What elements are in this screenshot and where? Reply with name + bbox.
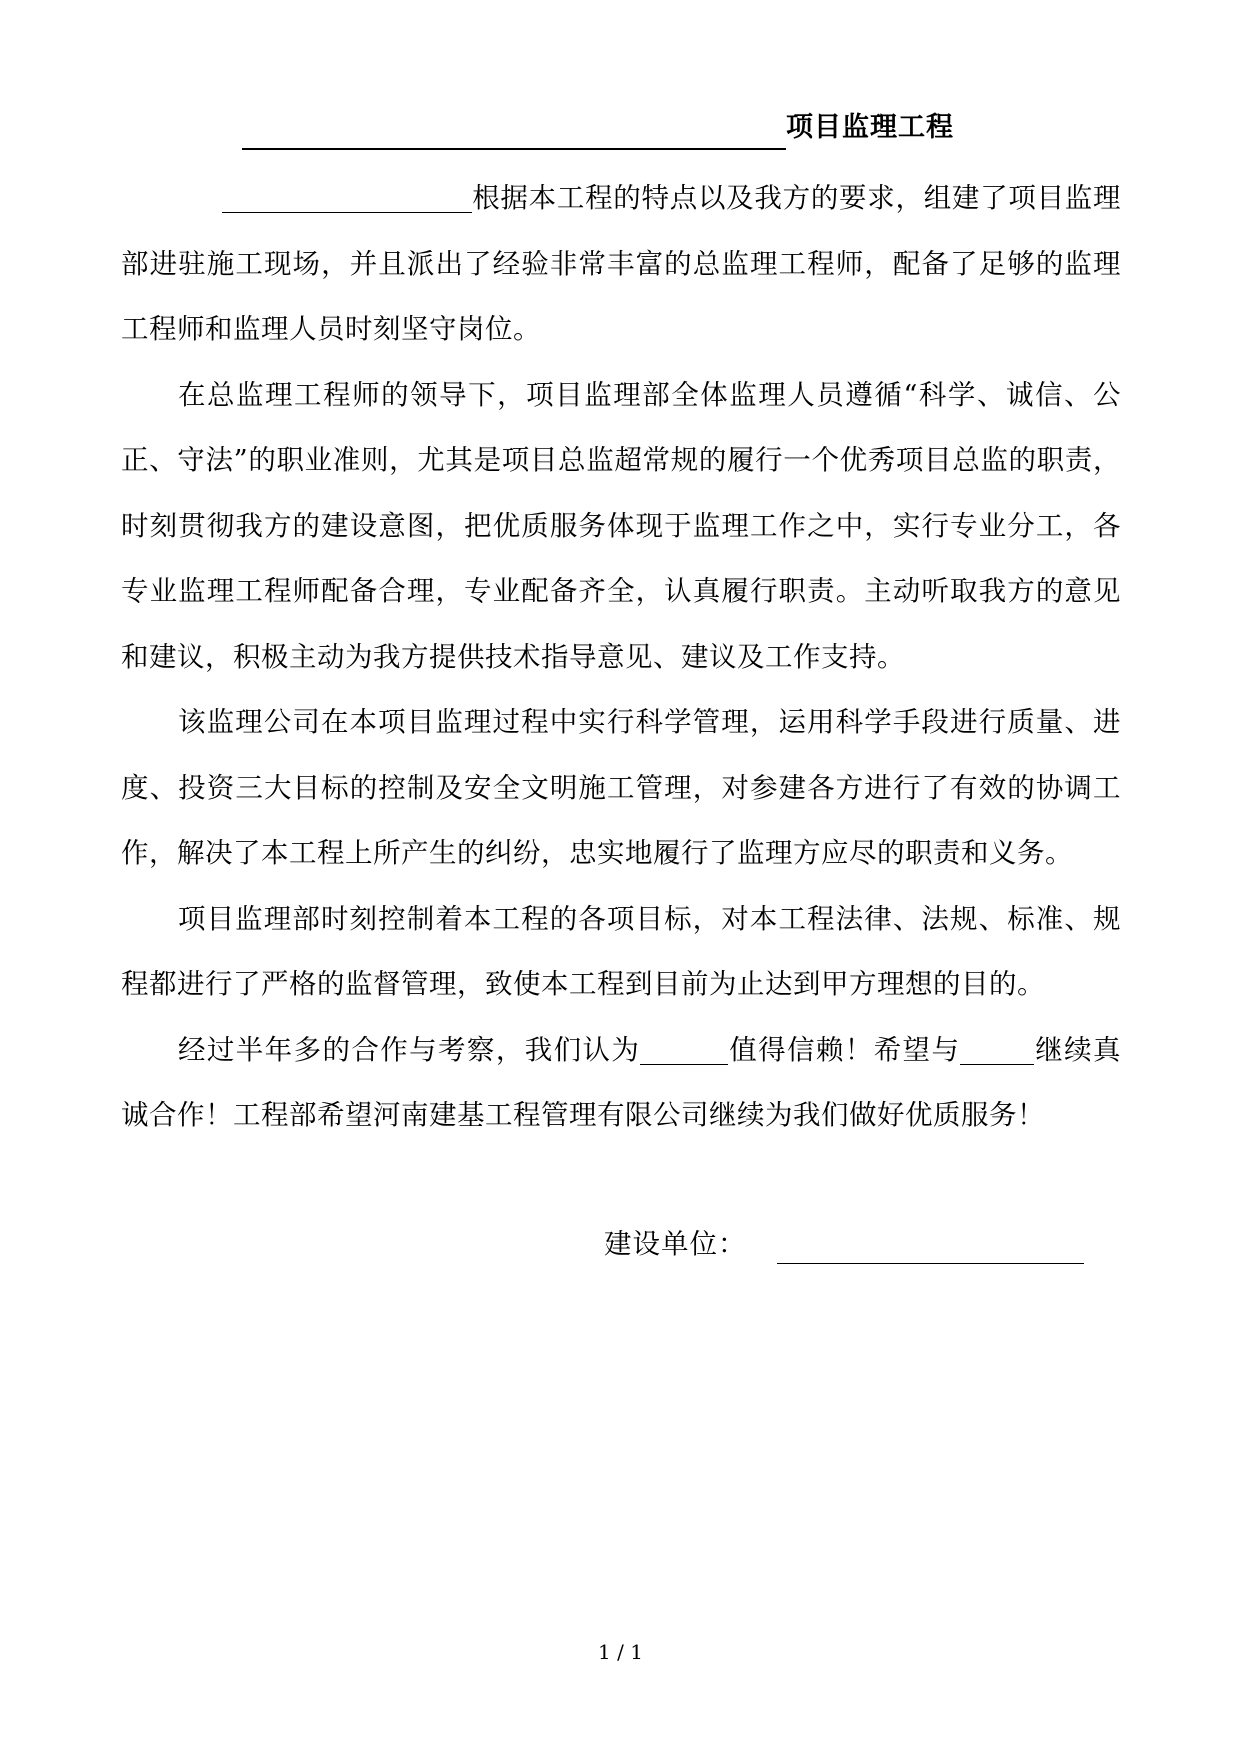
page-number: 1 / 1: [598, 1640, 643, 1664]
company-name-blank: [222, 183, 472, 213]
trusted-party-blank: [640, 1035, 728, 1065]
document-body: [121, 166, 1121, 1149]
paragraph-1: [121, 166, 1121, 363]
paragraph-1-text: 根据本工程的特点以及我方的要求，组建了项目监理部进驻施工现场，并且派出了经验非常丰富的总监理工程师，配备了足够的监理工程师和监理人员时刻坚守岗位。: [121, 182, 1121, 345]
document-title: 项目监理工程: [786, 112, 954, 143]
signature-blank: [777, 1229, 1084, 1264]
project-name-blank: [242, 108, 786, 150]
title-row: [242, 104, 954, 150]
paragraph-4: 项目监理部时刻控制着本工程的各项目标，对本工程法律、法规、标准、规程都进行了严格的监督管理，致使本工程到目前为止达到甲方理想的目的。: [121, 902, 1121, 1000]
paragraph-3: 该监理公司在本项目监理过程中实行科学管理，运用科学手段进行质量、进度、投资三大目标的控制及安全文明施工管理，对参建各方进行了有效的协调工作，解决了本工程上所产生的纠纷，忠实地履行了监理方应尽的职责和义务。: [121, 706, 1121, 869]
signature-label: 建设单位：: [604, 1228, 747, 1260]
paragraph-5-part-1: 经过半年多的合作与考察，我们认为: [178, 1033, 641, 1066]
paragraph-5: [121, 1018, 1121, 1149]
paragraph-5-part-3: 继续真诚合作！工程部希望河南建基工程管理有限公司继续为我们做好优质服务！: [121, 1033, 1122, 1131]
partner-blank: [960, 1035, 1034, 1065]
paragraph-5-part-2: 值得信赖！希望与: [728, 1033, 961, 1066]
signature-row: [604, 1224, 1084, 1264]
paragraph-2: 在总监理工程师的领导下，项目监理部全体监理人员遵循“科学、诚信、公正、守法”的职业准则，尤其是项目总监超常规的履行一个优秀项目总监的职责，时刻贯彻我方的建设意图，把优质服务体现于监理工作之中，实行专业分工，各专业监理工程师配备合理，专业配备齐全，认真履行职责。主动听取我方的意见和建议，积极主动为我方提供技术指导意见、建议及工作支持。: [121, 378, 1121, 673]
